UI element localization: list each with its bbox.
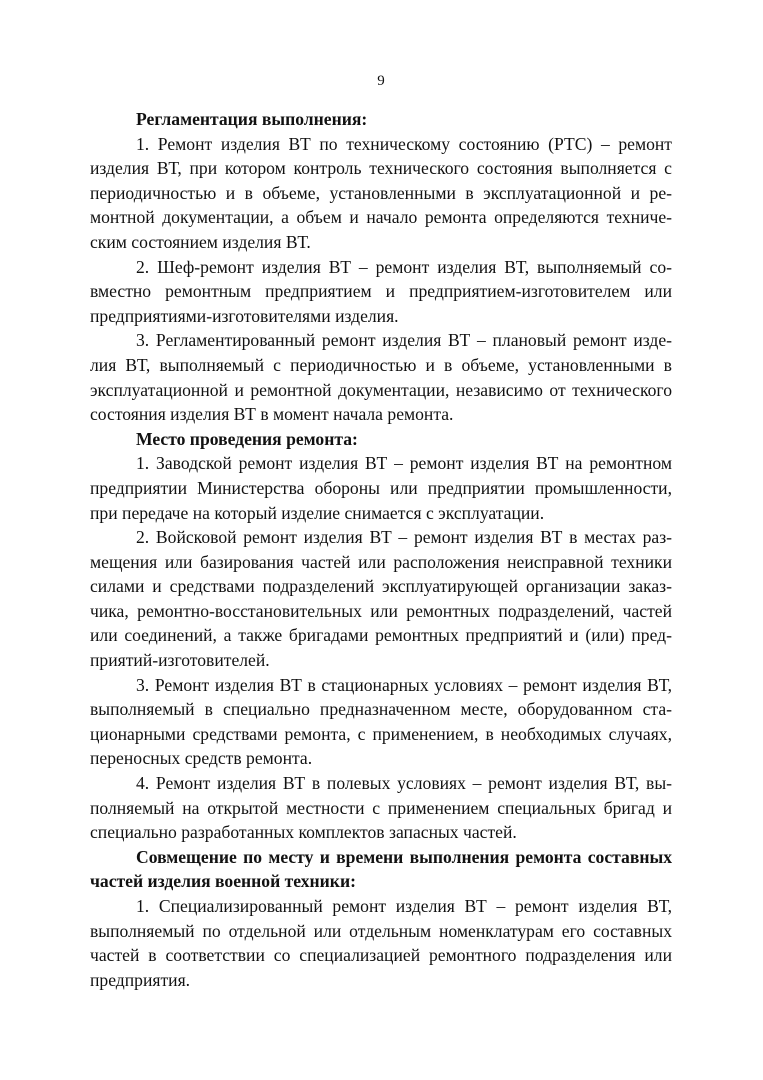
paragraph: 1. Заводской ремонт изделия ВТ – ремонт изделия ВТ на ремонтном предприятии Министерства обороны или предприятии промышленности, при передаче на который изделие снимается с эксплуатации. (90, 453, 672, 523)
paragraph: 2. Войсковой ремонт изделия ВТ – ремонт изделия ВТ в местах размещения или базирования частей или расположения неисправной техники силами и средствами подразделений эксплуатирующей организации заказчика, ремонтно-восстановительных или ремонтных подразделений, частей или соединений, а также бригадами ремонтных предприятий и (или) предприятий-изготовителей. (90, 527, 672, 671)
section-heading-regulation: Регламентация выполнения: (136, 109, 368, 129)
paragraph: 1. Специализированный ремонт изделия ВТ – ремонт изделия ВТ, выполняемый по отдельной или отдельным номенклатурам его составных частей в соответствии со специализацией ремонтного подразделения или предприятия. (90, 896, 672, 990)
section-heading-combination: Совмещение по месту и времени выполнения ремонта составных частей изделия военной техники: (90, 846, 672, 892)
paragraph: 1. Ремонт изделия ВТ по техническому состоянию (РТС) – ремонт изделия ВТ, при котором контроль технического состояния выполняется с периодичностью и в объеме, установленными в эксплуатационной и ремонтной документации, а объем и начало ремонта определяются техническим состоянием изделия ВТ. (90, 133, 672, 252)
paragraph: 4. Ремонт изделия ВТ в полевых условиях – ремонт изделия ВТ, выполняемый на открытой местности с применением специальных бригад и специально разработанных комплектов запасных частей. (90, 773, 672, 843)
paragraph: 3. Регламентированный ремонт изделия ВТ – плановый ремонт изделия ВТ, выполняемый с периодичностью и в объеме, установленными в эксплуатационной и ремонтной документации, независимо от технического состояния изделия ВТ в момент начала ремонта. (90, 330, 672, 425)
section-heading-location: Место проведения ремонта: (136, 428, 358, 449)
page-number: 9 (377, 73, 385, 89)
paragraph: 2. Шеф-ремонт изделия ВТ – ремонт изделия ВТ, выполняемый совместно ремонтным предприятием и предприятием-изготовителем или предприятиями-изготовителями изделия. (90, 256, 672, 326)
document-body (90, 107, 672, 992)
paragraph: 3. Ремонт изделия ВТ в стационарных условиях – ремонт изделия ВТ, выполняемый в специально предназначенном месте, оборудованном стационарными средствами ремонта, с применением, в необходимых случаях, переносных средств ремонта. (90, 674, 672, 769)
